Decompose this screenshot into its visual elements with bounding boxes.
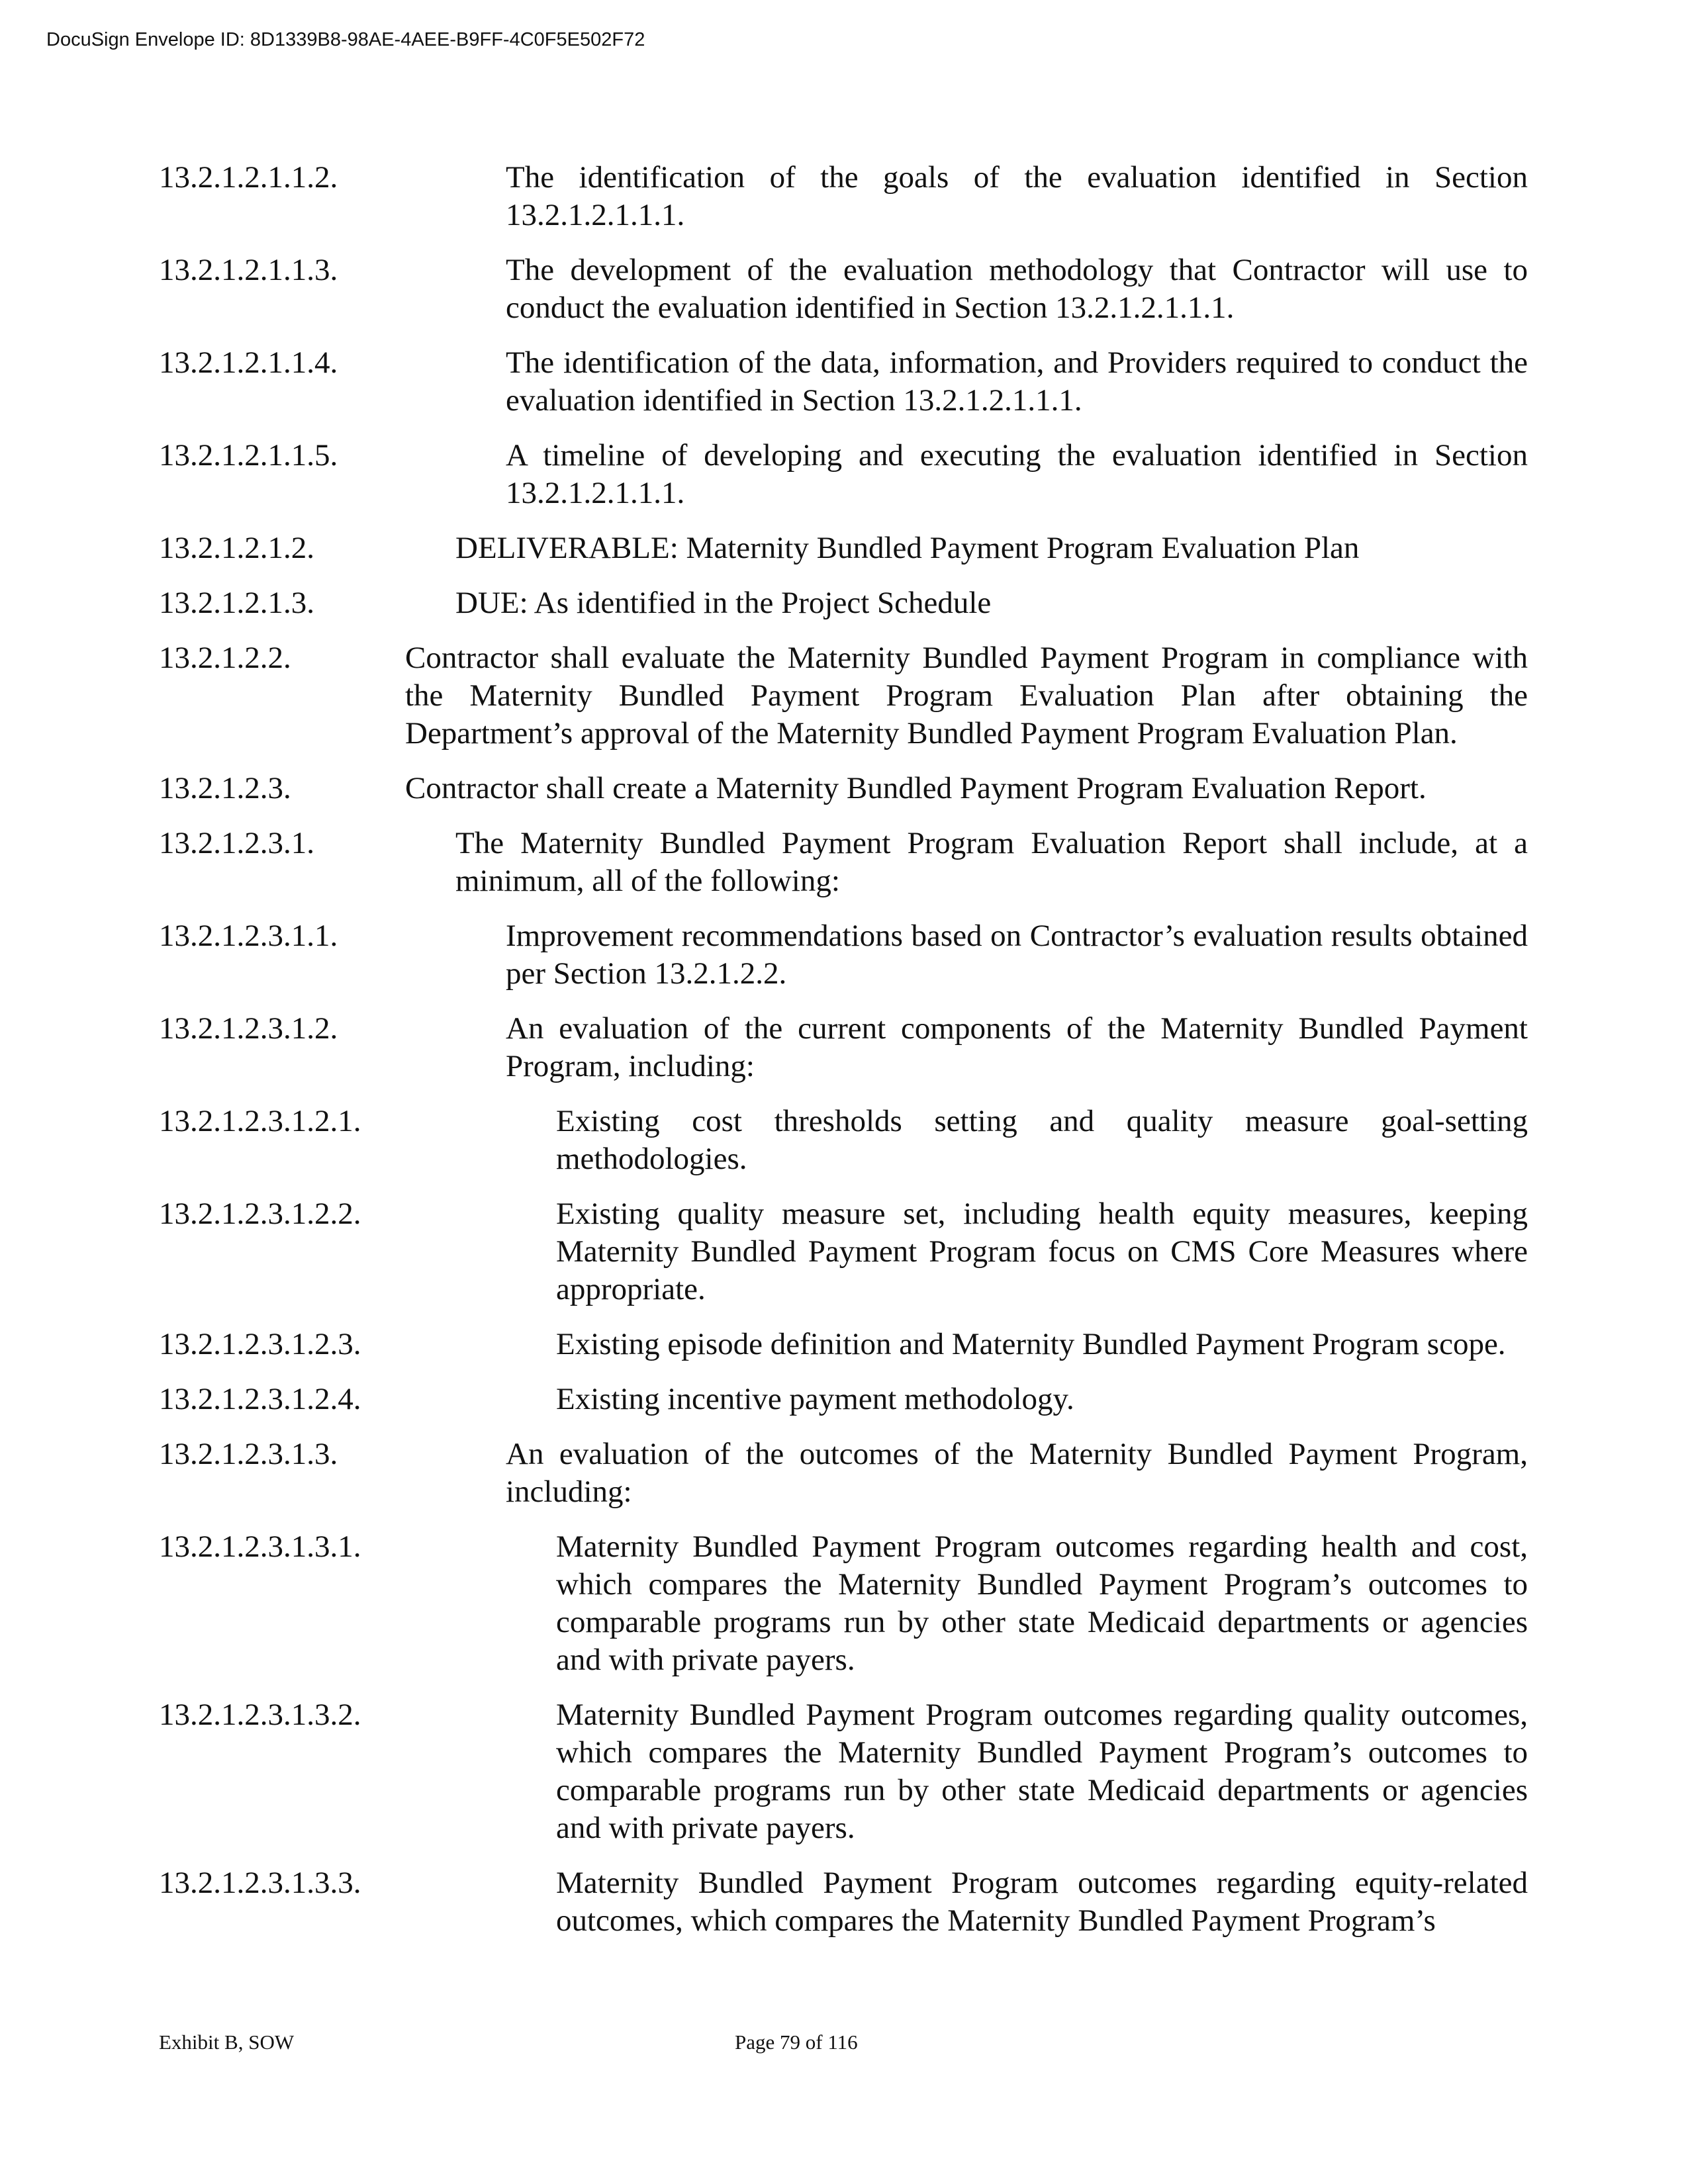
clause-text: The identification of the goals of the evaluation identified in Section 13.2.1.2.1.1.1. <box>506 160 1528 232</box>
clause-text: An evaluation of the outcomes of the Maternity Bundled Payment Program, including: <box>506 1437 1528 1509</box>
clause-13-2-1-2-3-1-3-3 <box>159 1864 1528 1940</box>
clause-number: 13.2.1.2.1.2. <box>159 531 314 565</box>
clause-13-2-1-2-3-1-2-2 <box>159 1195 1528 1308</box>
clause-number: 13.2.1.2.3. <box>159 771 291 805</box>
clause-text: An evaluation of the current components of the Maternity Bundled Payment Program, including: <box>506 1011 1528 1083</box>
footer-exhibit-label: Exhibit B, SOW <box>159 2030 295 2054</box>
clause-text: Contractor shall evaluate the Maternity Bundled Payment Program in compliance with the Maternity Bundled Payment Program Evaluation Plan after obtaining the Department’s approval of the Maternity Bundled Payment Program Evaluation Plan. <box>405 641 1528 751</box>
clause-13-2-1-2-3-1-1 <box>159 917 1528 993</box>
clause-13-2-1-2-3-1-2-3 <box>159 1326 1528 1363</box>
clause-13-2-1-2-1-2 <box>159 529 1528 567</box>
clause-number: 13.2.1.2.3.1.2.1. <box>159 1104 361 1138</box>
clause-13-2-1-2-3-1-2 <box>159 1010 1528 1085</box>
clause-number: 13.2.1.2.2. <box>159 641 291 675</box>
clause-text: Contractor shall create a Maternity Bundled Payment Program Evaluation Report. <box>405 771 1427 805</box>
clause-13-2-1-2-3-1-3-1 <box>159 1528 1528 1679</box>
deliverable-text: DELIVERABLE: Maternity Bundled Payment Program Evaluation Plan <box>455 531 1360 565</box>
clause-number: 13.2.1.2.3.1.2.4. <box>159 1382 361 1416</box>
clause-number: 13.2.1.2.1.1.3. <box>159 253 338 287</box>
clause-number: 13.2.1.2.3.1.2.2. <box>159 1197 361 1231</box>
clause-13-2-1-2-1-1-5 <box>159 437 1528 512</box>
clause-text: Existing cost thresholds setting and quality measure goal-setting methodologies. <box>556 1104 1528 1176</box>
clause-13-2-1-2-2 <box>159 639 1528 752</box>
clause-number: 13.2.1.2.3.1.3.2. <box>159 1698 361 1732</box>
due-text: DUE: As identified in the Project Schedule <box>455 586 992 620</box>
clause-number: 13.2.1.2.3.1.3. <box>159 1437 338 1471</box>
clause-13-2-1-2-1-1-2 <box>159 159 1528 234</box>
clause-13-2-1-2-3-1-2-4 <box>159 1381 1528 1418</box>
clause-text: The development of the evaluation methodology that Contractor will use to conduct the evaluation identified in Section 13.2.1.2.1.1.1. <box>506 253 1528 325</box>
clause-number: 13.2.1.2.1.1.5. <box>159 438 338 473</box>
clause-text: Improvement recommendations based on Contractor’s evaluation results obtained per Section 13.2.1.2.2. <box>506 919 1528 991</box>
clause-13-2-1-2-3 <box>159 770 1528 807</box>
clause-13-2-1-2-1-1-4 <box>159 344 1528 420</box>
clause-13-2-1-2-3-1-3 <box>159 1435 1528 1511</box>
clause-number: 13.2.1.2.1.1.4. <box>159 345 338 380</box>
clause-number: 13.2.1.2.3.1.3.1. <box>159 1529 361 1564</box>
envelope-id: DocuSign Envelope ID: 8D1339B8-98AE-4AEE-B9FF-4C0F5E502F72 <box>46 29 645 50</box>
clause-text: Existing episode definition and Maternity Bundled Payment Program scope. <box>556 1327 1506 1361</box>
clause-text: A timeline of developing and executing the evaluation identified in Section 13.2.1.2.1.1.1. <box>506 438 1528 510</box>
clause-13-2-1-2-1-3 <box>159 584 1528 622</box>
clause-text: Existing incentive payment methodology. <box>556 1382 1074 1416</box>
clause-13-2-1-2-3-1-2-1 <box>159 1103 1528 1178</box>
clause-number: 13.2.1.2.1.3. <box>159 586 314 620</box>
clause-number: 13.2.1.2.3.1.2. <box>159 1011 338 1046</box>
clause-text: Maternity Bundled Payment Program outcomes regarding equity-related outcomes, which compares the Maternity Bundled Payment Program’s <box>556 1866 1528 1938</box>
clause-text: Maternity Bundled Payment Program outcomes regarding health and cost, which compares the Maternity Bundled Payment Program’s outcomes to comparable programs run by other state Medicaid departments or agencies and with private payers. <box>556 1529 1528 1677</box>
clause-number: 13.2.1.2.3.1.1. <box>159 919 338 953</box>
clause-number: 13.2.1.2.3.1.3.3. <box>159 1866 361 1900</box>
clause-13-2-1-2-3-1 <box>159 825 1528 900</box>
footer-page-number: Page 79 of 116 <box>735 2030 858 2054</box>
clause-text: The Maternity Bundled Payment Program Evaluation Report shall include, at a minimum, all of the following: <box>455 826 1528 898</box>
clause-number: 13.2.1.2.3.1. <box>159 826 314 860</box>
clause-number: 13.2.1.2.3.1.2.3. <box>159 1327 361 1361</box>
document-body <box>159 159 1528 1957</box>
clause-text: Maternity Bundled Payment Program outcomes regarding quality outcomes, which compares the Maternity Bundled Payment Program’s outcomes to comparable programs run by other state Medicaid departments or agencies and with private payers. <box>556 1698 1528 1845</box>
clause-13-2-1-2-3-1-3-2 <box>159 1696 1528 1847</box>
clause-text: The identification of the data, information, and Providers required to conduct the evaluation identified in Section 13.2.1.2.1.1.1. <box>506 345 1528 418</box>
clause-text: Existing quality measure set, including health equity measures, keeping Maternity Bundled Payment Program focus on CMS Core Measures where appropriate. <box>556 1197 1528 1306</box>
clause-number: 13.2.1.2.1.1.2. <box>159 160 338 195</box>
clause-13-2-1-2-1-1-3 <box>159 251 1528 327</box>
